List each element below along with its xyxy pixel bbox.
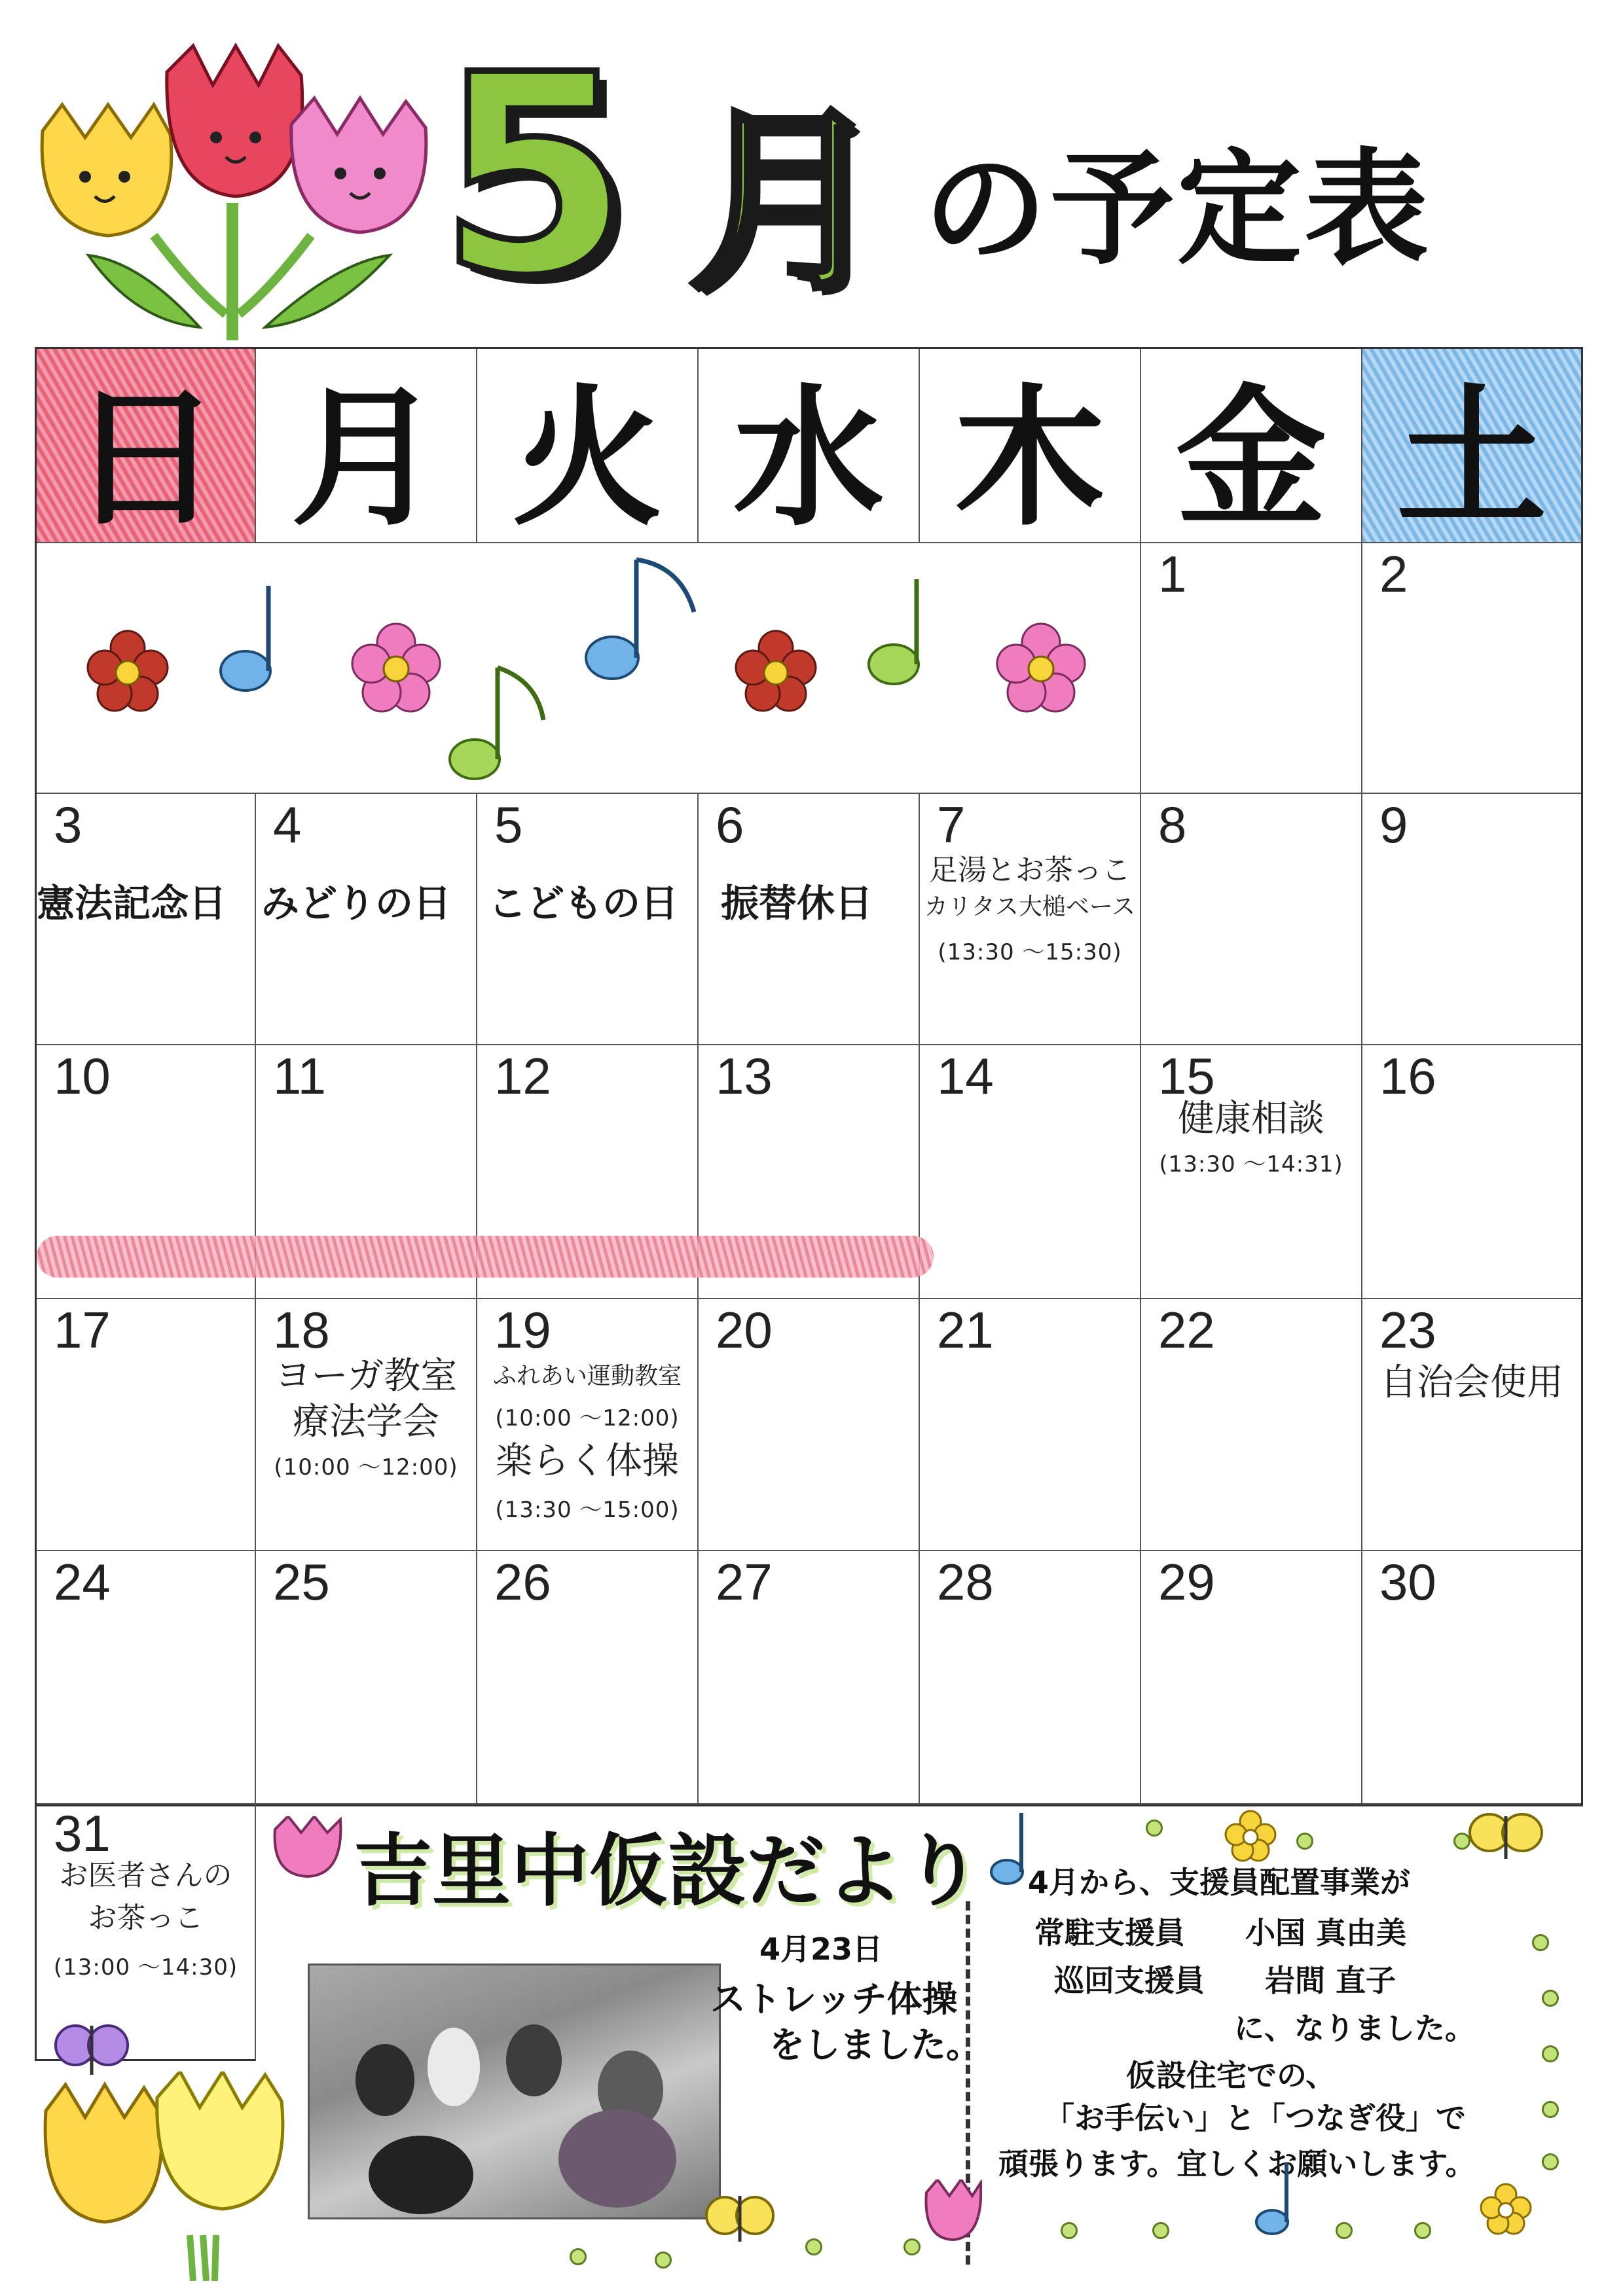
calendar-day	[1362, 543, 1581, 794]
newsletter-date: 4月23日	[759, 1931, 883, 1967]
day-number: 30	[1379, 1553, 1436, 1611]
decorative-dot-icon	[1542, 2101, 1559, 2118]
decorative-dot-icon	[1542, 2153, 1559, 2170]
calendar-day	[1362, 1551, 1581, 1804]
day-number: 20	[716, 1301, 773, 1359]
title-month-kanji: 月	[687, 88, 884, 317]
calendar-day	[1141, 1299, 1362, 1551]
title-month-number: 5	[439, 16, 630, 336]
day-number: 28	[937, 1553, 994, 1611]
notice-text: 4月から、支援員配置事業が	[1028, 1865, 1411, 1900]
day-number: 16	[1379, 1047, 1436, 1105]
weekday-header-saturday: 土	[1362, 349, 1581, 543]
newsletter-text: ストレッチ体操	[710, 1979, 958, 2020]
holiday-label: こどもの日	[488, 881, 679, 925]
weekday-header-sunday: 日	[37, 349, 256, 543]
event-time: (10:00 〜12:00)	[274, 1454, 458, 1480]
event-time: (10:00 〜12:00)	[495, 1405, 680, 1431]
day-number: 11	[273, 1047, 326, 1105]
calendar-day	[1141, 1045, 1362, 1299]
event-time: (13:00 〜14:30)	[53, 1954, 238, 1981]
day-number: 8	[1158, 796, 1187, 853]
calendar-day	[37, 1299, 256, 1551]
notice-text: 常駐支援員 小国 真由美	[1034, 1915, 1407, 1950]
notice-text: 「お手伝い」と「つなぎ役」で	[1044, 2100, 1466, 2136]
flower-icon	[995, 622, 1087, 713]
event-time: (13:30 〜15:30)	[938, 939, 1122, 965]
newsletter-text: をしました。	[769, 2024, 981, 2066]
page-title	[426, 16, 1578, 336]
calendar-day	[1141, 794, 1362, 1045]
calendar-day	[256, 1299, 477, 1551]
event-title: お医者さんの	[59, 1859, 232, 1892]
day-number: 29	[1158, 1553, 1215, 1611]
event-title: ヨーガ教室	[274, 1355, 458, 1397]
event-title: 健康相談	[1178, 1098, 1324, 1140]
day-number: 25	[273, 1553, 330, 1611]
decorative-dot-icon	[1146, 1820, 1163, 1837]
calendar-day	[37, 1551, 256, 1804]
flower-icon	[1480, 2183, 1532, 2235]
calendar-day	[920, 794, 1141, 1045]
holiday-marker	[37, 1236, 934, 1278]
flower-icon	[733, 628, 818, 713]
flower-icon	[1224, 1810, 1277, 1862]
day-number: 24	[54, 1553, 111, 1611]
notice-text: に、なりました。	[1234, 2011, 1475, 2046]
calendar-day	[1141, 1551, 1362, 1804]
decorative-dot-icon	[805, 2238, 822, 2255]
day-number: 21	[937, 1301, 994, 1359]
day-number: 22	[1158, 1301, 1215, 1359]
calendar-day	[256, 1551, 477, 1804]
holiday-label: みどりの日	[261, 881, 452, 925]
day-number: 12	[494, 1047, 551, 1105]
weekday-header-tuesday: 火	[477, 349, 699, 543]
event-title: 自治会使用	[1380, 1361, 1563, 1404]
notice-text: 仮設住宅での、	[1126, 2058, 1336, 2093]
calendar-day	[699, 1551, 920, 1804]
butterfly-icon	[1467, 1806, 1545, 1865]
decorative-dot-icon	[1542, 2045, 1559, 2062]
calendar-day	[1141, 543, 1362, 794]
day-number: 3	[54, 796, 82, 853]
music-note-icon	[1254, 2160, 1300, 2238]
calendar-grid	[35, 347, 1583, 1806]
decorative-dot-icon	[655, 2251, 672, 2269]
music-note-icon	[216, 579, 288, 697]
event-title: 療法学会	[293, 1401, 439, 1443]
tulip-decoration-icon	[39, 2072, 288, 2281]
event-title: 楽らく体操	[496, 1440, 679, 1482]
exercise-photo	[308, 1964, 721, 2219]
day-number: 13	[716, 1047, 773, 1105]
music-note-icon	[445, 655, 556, 785]
music-note-icon	[864, 573, 936, 691]
notice-text: 頑張ります。宜しくお願いします。	[998, 2146, 1476, 2181]
decorative-dot-icon	[1414, 2222, 1431, 2239]
calendar-day	[1362, 794, 1581, 1045]
tulip-small-icon	[923, 2179, 982, 2245]
decorative-dot-icon	[903, 2238, 921, 2255]
day-number: 18	[273, 1301, 330, 1359]
day-number: 7	[937, 796, 966, 853]
event-title: お茶っこ	[88, 1901, 204, 1935]
decorative-dot-icon	[1532, 1934, 1549, 1951]
day-number: 17	[54, 1301, 111, 1359]
day-number: 9	[1379, 796, 1408, 853]
tulip-decoration-icon	[36, 39, 435, 340]
day-number: 6	[716, 796, 744, 853]
day-number: 23	[1379, 1301, 1436, 1359]
notice-text: 巡回支援員 岩間 直子	[1054, 1963, 1396, 1998]
holiday-label: 憲法記念日	[37, 881, 227, 925]
music-note-icon	[583, 547, 707, 684]
calendar-day	[920, 1551, 1141, 1804]
event-title: 足湯とお茶っこ	[929, 853, 1131, 887]
decorative-dot-icon	[1542, 1990, 1559, 2007]
weekday-header-friday: 金	[1141, 349, 1362, 543]
day-number: 31	[54, 1804, 111, 1862]
decorative-dot-icon	[1296, 1833, 1313, 1850]
flower-icon	[350, 622, 442, 713]
day-number: 26	[494, 1553, 551, 1611]
decorative-dot-icon	[1336, 2222, 1353, 2239]
calendar-day	[1362, 1299, 1581, 1551]
day-number: 5	[494, 796, 523, 853]
calendar-day	[477, 1299, 699, 1551]
calendar-day	[699, 1299, 920, 1551]
event-title: ふれあい運動教室	[492, 1363, 682, 1390]
tulip-small-icon	[272, 1816, 344, 1882]
day-number: 15	[1158, 1047, 1215, 1105]
day-number: 4	[273, 796, 302, 853]
event-time: (13:30 〜14:31)	[1159, 1151, 1343, 1177]
flower-icon	[85, 628, 170, 713]
calendar-day	[920, 1299, 1141, 1551]
holiday-label: 振替休日	[721, 881, 873, 925]
butterfly-icon	[704, 2189, 776, 2248]
event-place: カリタス大槌ベース	[924, 893, 1136, 920]
day-number: 19	[494, 1301, 551, 1359]
decorative-dot-icon	[1061, 2222, 1078, 2239]
decorative-dot-icon	[570, 2248, 587, 2265]
calendar-day	[1362, 1045, 1581, 1299]
calendar-day	[920, 1045, 1141, 1299]
weekday-header-wednesday: 水	[699, 349, 920, 543]
weekday-header-thursday: 木	[920, 349, 1141, 543]
calendar-day	[477, 1551, 699, 1804]
day-number: 1	[1158, 545, 1187, 603]
weekday-header-monday: 月	[256, 349, 477, 543]
day-number: 27	[716, 1553, 773, 1611]
day-number: 14	[937, 1047, 994, 1105]
event-time: (13:30 〜15:00)	[495, 1497, 680, 1523]
day-number: 10	[54, 1047, 111, 1105]
decorative-dot-icon	[1152, 2222, 1169, 2239]
newsletter-title: 吉里中仮設だより	[354, 1826, 982, 1917]
title-schedule-text: の予定表	[923, 137, 1432, 281]
day-number: 2	[1379, 545, 1408, 603]
